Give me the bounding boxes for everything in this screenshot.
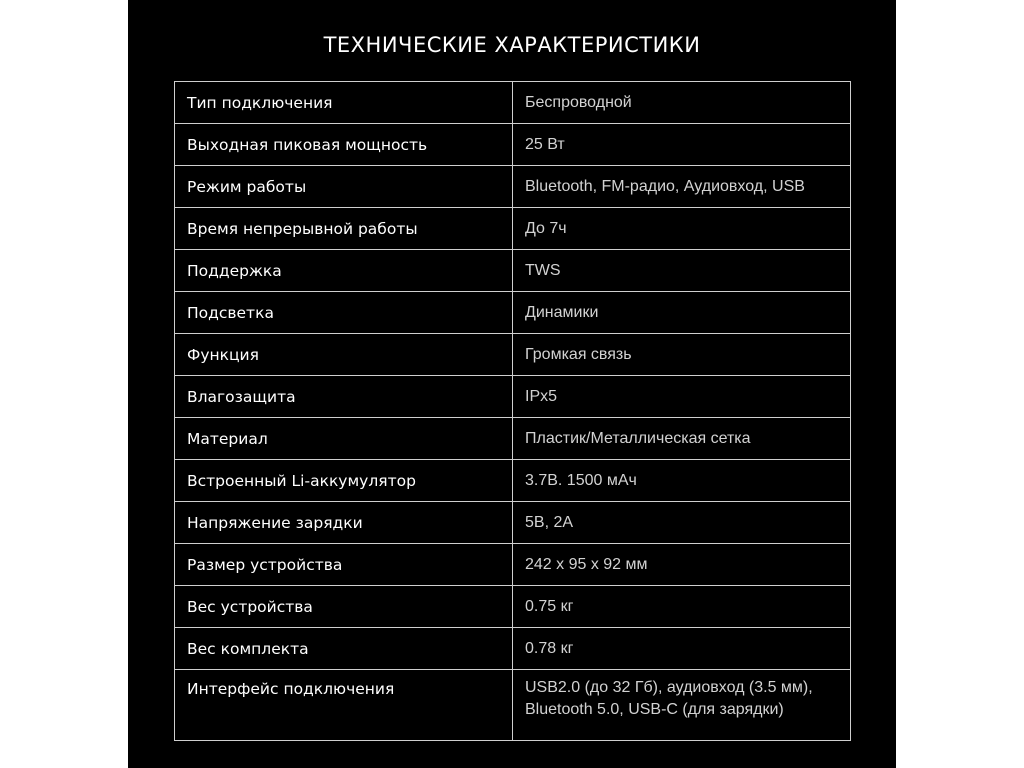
spec-value: Динамики: [513, 292, 851, 334]
spec-value: 3.7В. 1500 мАч: [513, 460, 851, 502]
table-row: [175, 628, 851, 670]
spec-value: TWS: [513, 250, 851, 292]
spec-label: Встроенный Li-аккумулятор: [175, 460, 513, 502]
table-row: [175, 544, 851, 586]
spec-label: Подсветка: [175, 292, 513, 334]
spec-label: Интерфейс подключения: [175, 670, 513, 741]
table-row: [175, 670, 851, 741]
table-row: [175, 82, 851, 124]
spec-label: Поддержка: [175, 250, 513, 292]
spec-label: Материал: [175, 418, 513, 460]
spec-value: 0.75 кг: [513, 586, 851, 628]
table-row: [175, 586, 851, 628]
spec-value: 0.78 кг: [513, 628, 851, 670]
table-row: [175, 124, 851, 166]
spec-label: Тип подключения: [175, 82, 513, 124]
spec-label: Размер устройства: [175, 544, 513, 586]
spec-value: 25 Вт: [513, 124, 851, 166]
table-row: [175, 292, 851, 334]
spec-label: Режим работы: [175, 166, 513, 208]
page-title: ТЕХНИЧЕСКИЕ ХАРАКТЕРИСТИКИ: [323, 33, 701, 57]
spec-label: Время непрерывной работы: [175, 208, 513, 250]
spec-value: Беспроводной: [513, 82, 851, 124]
spec-label: Выходная пиковая мощность: [175, 124, 513, 166]
spec-label: Влагозащита: [175, 376, 513, 418]
spec-value: Bluetooth, FM-радио, Аудиовход, USB: [513, 166, 851, 208]
spec-value: IPx5: [513, 376, 851, 418]
spec-table: [174, 81, 851, 741]
spec-sheet: [128, 0, 896, 768]
table-row: [175, 502, 851, 544]
table-row: [175, 376, 851, 418]
spec-value: 5В, 2А: [513, 502, 851, 544]
table-row: [175, 418, 851, 460]
spec-value: USB2.0 (до 32 Гб), аудиовход (3.5 мм), Bluetooth 5.0, USB-C (для зарядки): [513, 670, 851, 741]
spec-value: До 7ч: [513, 208, 851, 250]
spec-label: Напряжение зарядки: [175, 502, 513, 544]
spec-value: Пластик/Металлическая сетка: [513, 418, 851, 460]
table-row: [175, 250, 851, 292]
table-row: [175, 208, 851, 250]
spec-value: 242 х 95 х 92 мм: [513, 544, 851, 586]
table-row: [175, 334, 851, 376]
spec-label: Вес устройства: [175, 586, 513, 628]
spec-label: Функция: [175, 334, 513, 376]
spec-value: Громкая связь: [513, 334, 851, 376]
spec-label: Вес комплекта: [175, 628, 513, 670]
table-row: [175, 166, 851, 208]
table-row: [175, 460, 851, 502]
